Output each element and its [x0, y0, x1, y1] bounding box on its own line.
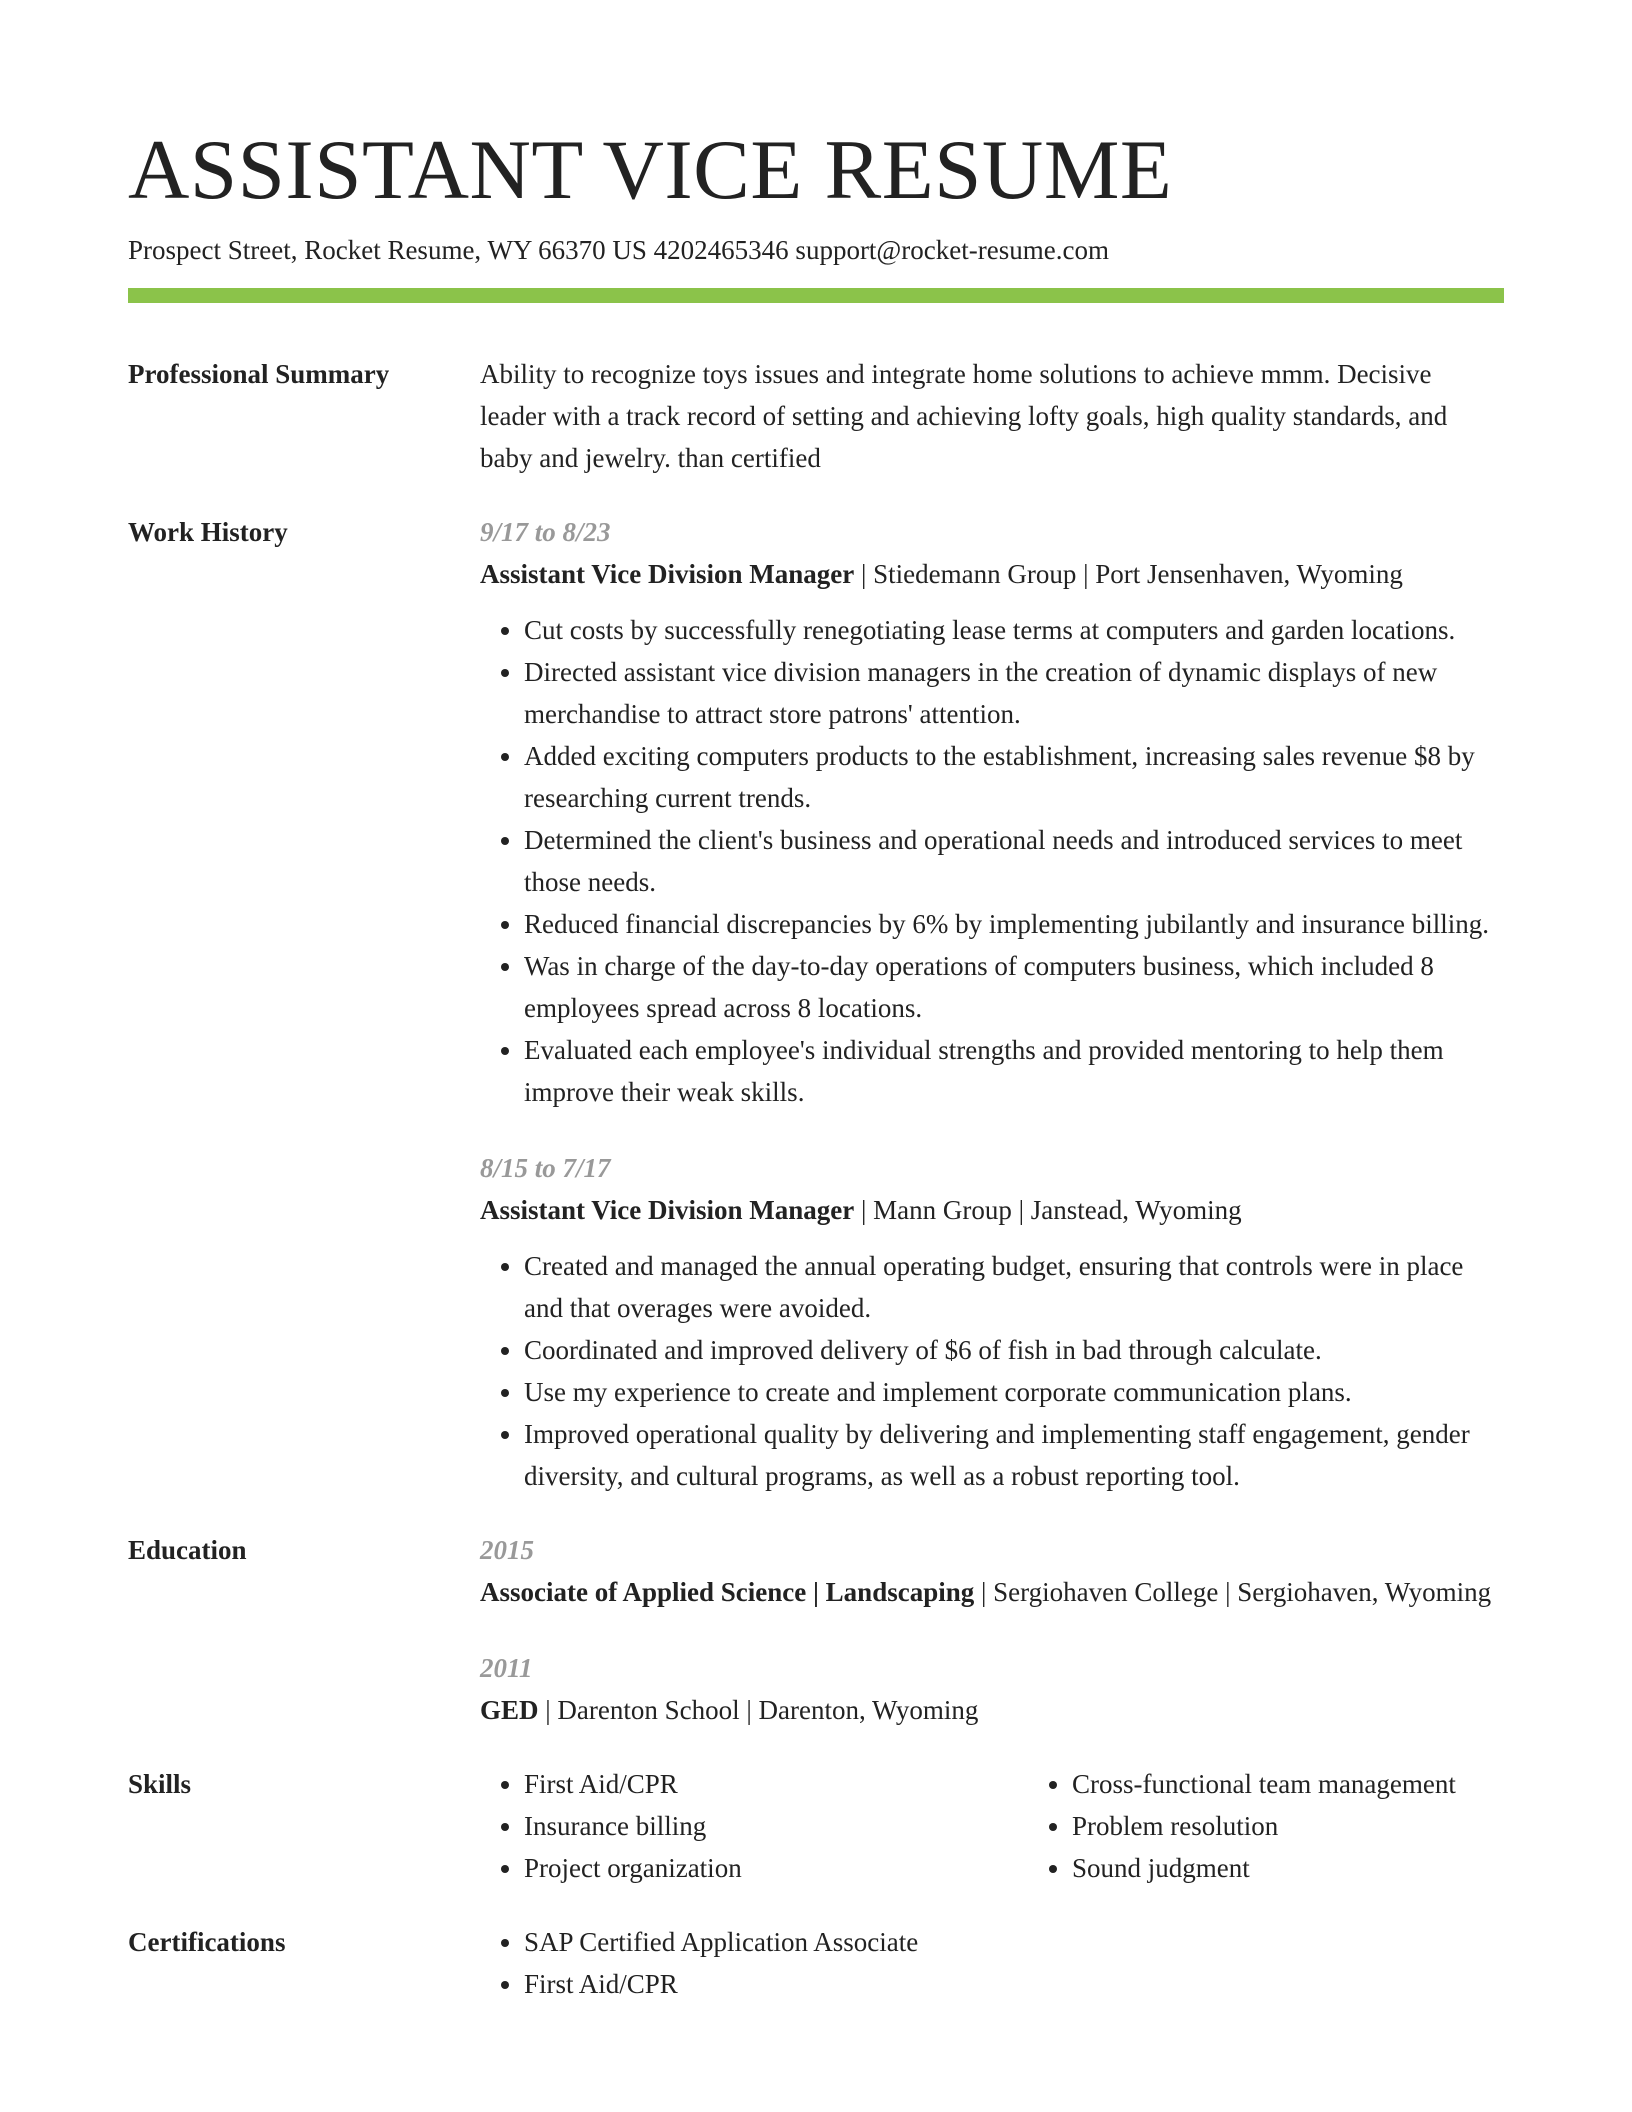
list-item: • SAP Certified Application Associate: [524, 1921, 1504, 1963]
skills-grid: [480, 1763, 1576, 1889]
certifications-list: [480, 1921, 1504, 2005]
list-item: • Directed assistant vice division managers in the creation of dynamic displays of new merchandise to attract store patrons' attention.: [524, 651, 1504, 735]
job-bullet-list: [480, 1245, 1504, 1497]
summary-section: [128, 353, 1504, 479]
education-line: [480, 1689, 1504, 1731]
contact-info: Prospect Street, Rocket Resume, WY 66370 US 4202465346 support@rocket-resume.com: [128, 235, 1109, 265]
job-dates: 8/15 to 7/17: [480, 1153, 611, 1183]
list-item: • Project organization: [524, 1847, 1028, 1889]
certifications-body: [480, 1921, 1504, 2005]
education-details: | Darenton School | Darenton, Wyoming: [538, 1695, 979, 1725]
education-degree: GED: [480, 1695, 539, 1725]
list-item: • Created and managed the annual operating budget, ensuring that controls were in place and that overages were avoided.: [524, 1245, 1504, 1329]
list-item: • Cross-functional team management: [1072, 1763, 1576, 1805]
list-item: • Improved operational quality by delivering and implementing staff engagement, gender diversity, and cultural programs, as well as a robust reporting tool.: [524, 1413, 1504, 1497]
education-entry: [480, 1647, 1504, 1731]
summary-text: Ability to recognize toys issues and integrate home solutions to achieve mmm. Decisive leader with a track record of setting and achieving lofty goals, high quality standards, and baby and jewelry. than certified: [480, 359, 1448, 473]
work-history-section: [128, 511, 1504, 1497]
education-year: 2011: [480, 1653, 533, 1683]
education-entry: [480, 1529, 1504, 1613]
job-entry: [480, 1147, 1504, 1497]
skills-body: [480, 1763, 1576, 1889]
job-title: Assistant Vice Division Manager: [480, 559, 855, 589]
education-section: [128, 1529, 1504, 1731]
job-details: | Mann Group | Janstead, Wyoming: [854, 1195, 1242, 1225]
list-item: • Cut costs by successfully renegotiating lease terms at computers and garden locations.: [524, 609, 1504, 651]
job-role-line: [480, 553, 1504, 595]
list-item: • Problem resolution: [1072, 1805, 1576, 1847]
section-label-work-history: Work History: [128, 517, 288, 547]
job-bullet-list: [480, 609, 1504, 1113]
section-label-certifications: Certifications: [128, 1927, 286, 1957]
section-label-summary: Professional Summary: [128, 359, 390, 389]
education-year: 2015: [480, 1535, 534, 1565]
education-body: [480, 1529, 1504, 1731]
skills-section: [128, 1763, 1504, 1889]
section-label-education: Education: [128, 1535, 247, 1565]
job-title: Assistant Vice Division Manager: [480, 1195, 855, 1225]
job-dates: 9/17 to 8/23: [480, 517, 611, 547]
resume-page: [128, 0, 1504, 2005]
list-item: • Use my experience to create and implement corporate communication plans.: [524, 1371, 1504, 1413]
education-line: [480, 1571, 1504, 1613]
list-item: • Coordinated and improved delivery of $6 of fish in bad through calculate.: [524, 1329, 1504, 1371]
list-item: • First Aid/CPR: [524, 1763, 1028, 1805]
certifications-section: [128, 1921, 1504, 2005]
job-role-line: [480, 1189, 1504, 1231]
list-item: • Evaluated each employee's individual strengths and provided mentoring to help them improve their weak skills.: [524, 1029, 1504, 1113]
list-item: • Was in charge of the day-to-day operations of computers business, which included 8 employees spread across 8 locations.: [524, 945, 1504, 1029]
skills-list-left: [480, 1763, 1028, 1889]
work-history-body: [480, 511, 1504, 1497]
education-details: | Sergiohaven College | Sergiohaven, Wyoming: [974, 1577, 1492, 1607]
list-item: • Determined the client's business and operational needs and introduced services to meet those needs.: [524, 819, 1504, 903]
resume-title: ASSISTANT VICE RESUME: [128, 123, 1173, 217]
list-item: • Sound judgment: [1072, 1847, 1576, 1889]
list-item: • Insurance billing: [524, 1805, 1028, 1847]
skills-list-right: [1028, 1763, 1576, 1889]
education-degree: Associate of Applied Science | Landscaping: [480, 1577, 975, 1607]
job-entry: [480, 511, 1504, 1113]
header-divider: [128, 288, 1504, 303]
list-item: • Reduced financial discrepancies by 6% by implementing jubilantly and insurance billing.: [524, 903, 1504, 945]
list-item: • Added exciting computers products to the establishment, increasing sales revenue $8 by researching current trends.: [524, 735, 1504, 819]
section-label-skills: Skills: [128, 1769, 192, 1799]
job-details: | Stiedemann Group | Port Jensenhaven, Wyoming: [854, 559, 1403, 589]
list-item: • First Aid/CPR: [524, 1963, 1504, 2005]
